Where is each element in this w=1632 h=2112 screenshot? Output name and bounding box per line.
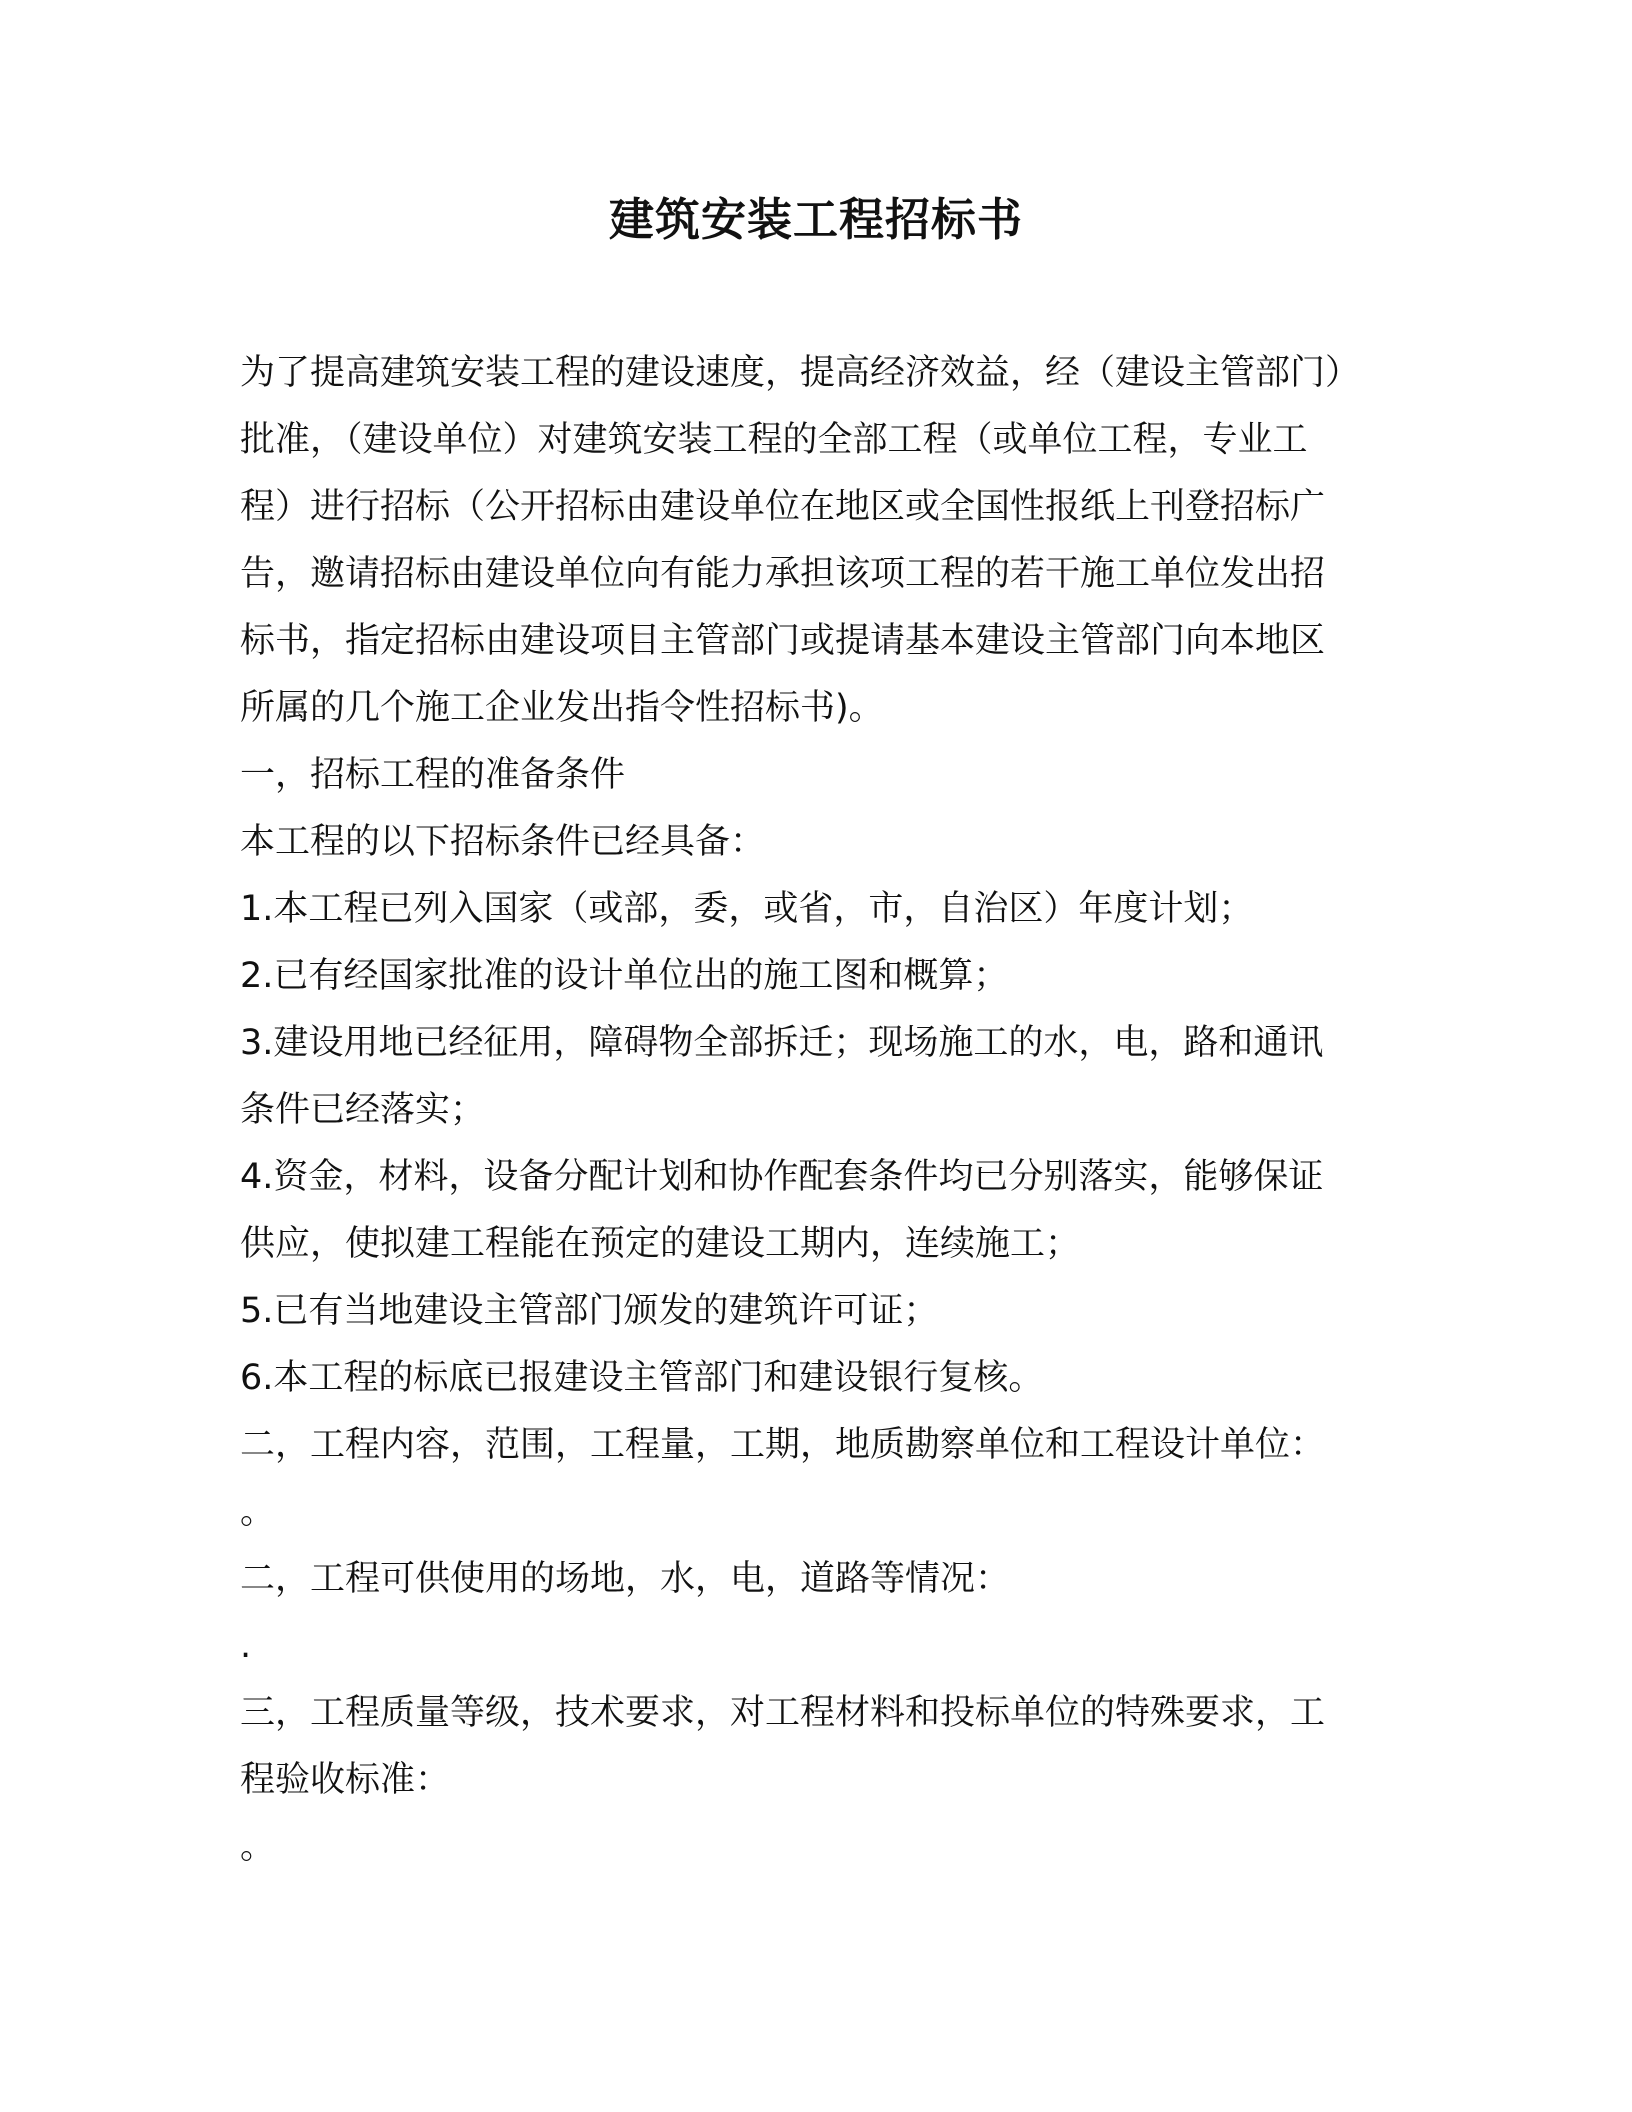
- section-heading-3-continued: 程验收标准：: [240, 1760, 451, 1800]
- list-item-6: 6.本工程的标底已报建设主管部门和建设银行复核。: [240, 1358, 1044, 1398]
- list-item-4: 4.资金，材料，设备分配计划和协作配套条件均已分别落实，能够保证: [240, 1157, 1324, 1197]
- blank-fill-line: 。: [240, 1492, 276, 1532]
- section-heading-2: 二，工程内容，范围，工程量，工期，地质勘察单位和工程设计单位：: [240, 1425, 1326, 1465]
- body-line: 程）进行招标（公开招标由建设单位在地区或全国性报纸上刊登招标广: [240, 487, 1326, 527]
- document-body: [240, 340, 1390, 1881]
- blank-fill-line: .: [240, 1626, 252, 1666]
- section-heading-3: 三，工程质量等级，技术要求，对工程材料和投标单位的特殊要求，工: [240, 1693, 1326, 1733]
- body-line: 标书，指定招标由建设项目主管部门或提请基本建设主管部门向本地区: [240, 621, 1326, 661]
- document-title: 建筑安装工程招标书: [608, 193, 1023, 246]
- list-item-5: 5.已有当地建设主管部门颁发的建筑许可证；: [240, 1291, 939, 1331]
- body-line: 告，邀请招标由建设单位向有能力承担该项工程的若干施工单位发出招: [240, 554, 1326, 594]
- section-heading-2b: 二，工程可供使用的场地，水，电，道路等情况：: [240, 1559, 1011, 1599]
- body-line: 所属的几个施工企业发出指令性招标书)。: [240, 688, 884, 728]
- list-item-1: 1.本工程已列入国家（或部，委，或省，市，自治区）年度计划；: [240, 889, 1254, 929]
- body-line: 为了提高建筑安装工程的建设速度，提高经济效益，经（建设主管部门）: [240, 353, 1361, 393]
- list-item-3: 3.建设用地已经征用，障碍物全部拆迁；现场施工的水，电，路和通讯: [240, 1023, 1324, 1063]
- list-item-2: 2.已有经国家批准的设计单位出的施工图和概算；: [240, 956, 1009, 996]
- list-item-4-continued: 供应，使拟建工程能在预定的建设工期内，连续施工；: [240, 1224, 1081, 1264]
- list-item-3-continued: 条件已经落实；: [240, 1090, 486, 1130]
- blank-fill-line: 。: [240, 1827, 276, 1867]
- body-line: 批准，（建设单位）对建筑安装工程的全部工程（或单位工程，专业工: [240, 420, 1308, 460]
- body-line: 本工程的以下招标条件已经具备：: [240, 822, 766, 862]
- section-heading-1: 一，招标工程的准备条件: [240, 755, 626, 795]
